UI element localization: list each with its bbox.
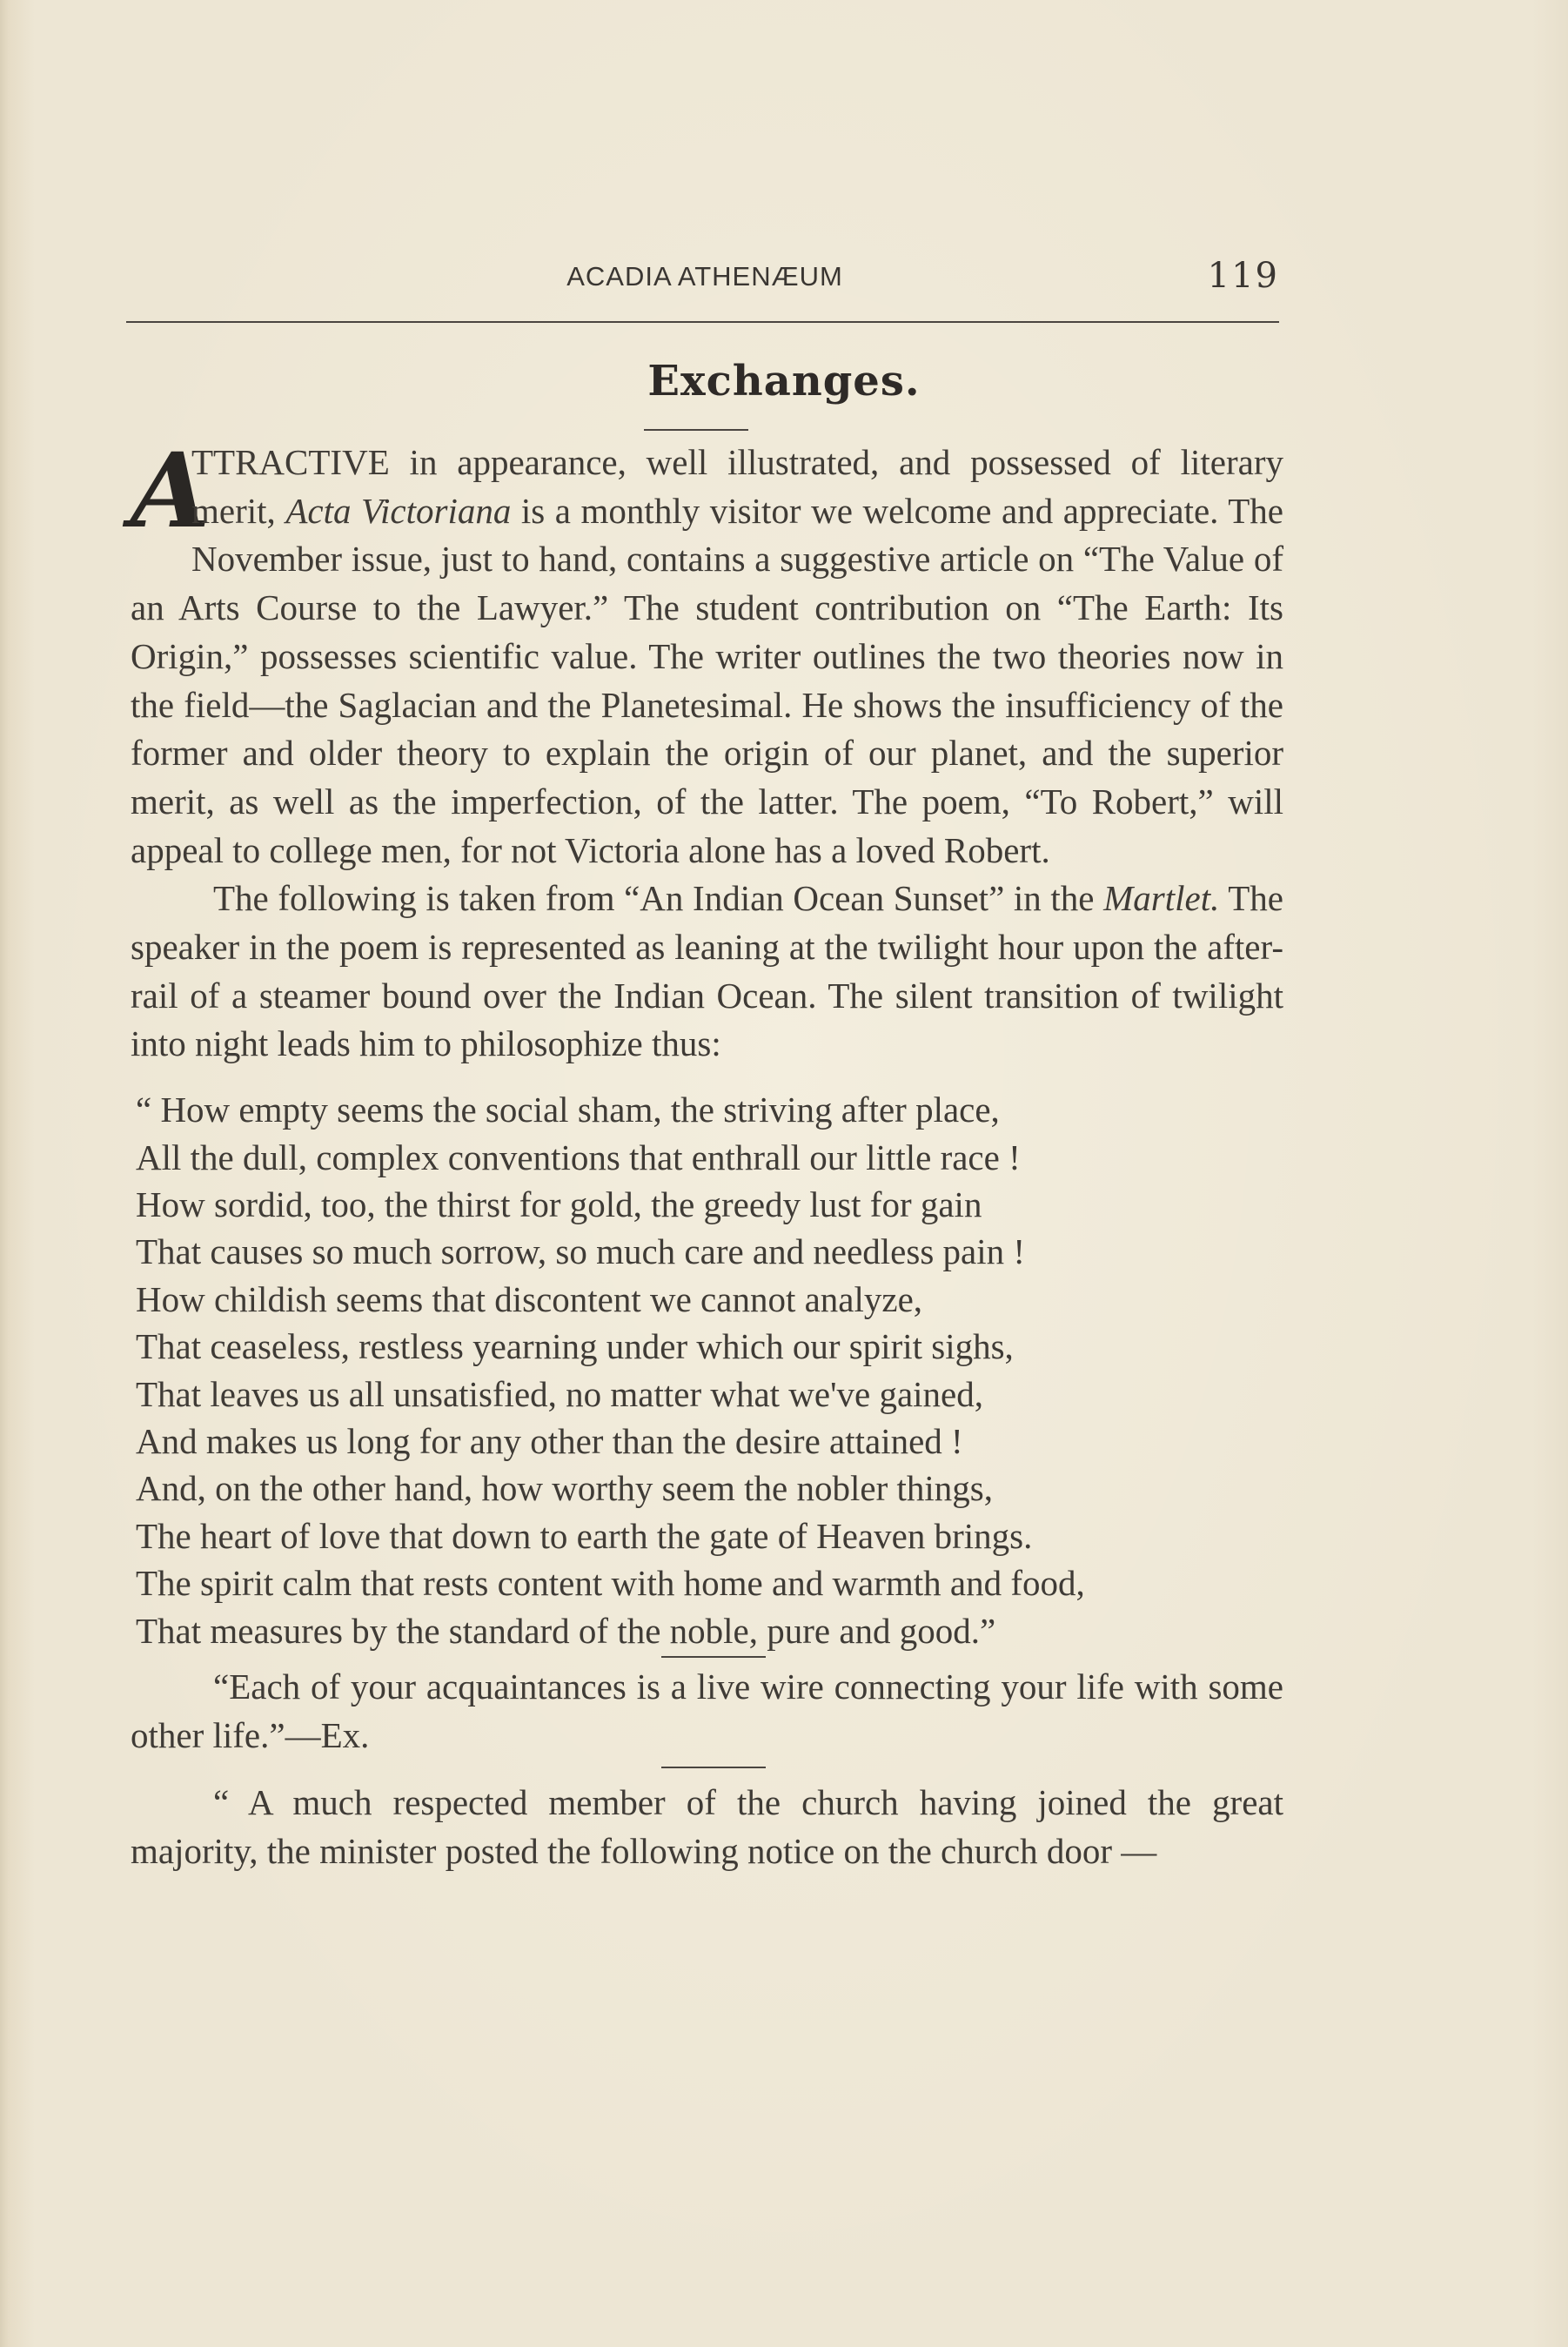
title-rule [644, 429, 748, 431]
separator-rule [661, 1767, 766, 1768]
publication-title: Acta Victoriana [285, 490, 512, 531]
poem-line: How sordid, too, the thirst for gold, the greedy lust for gain [136, 1184, 982, 1224]
article-body [131, 430, 1283, 1876]
paragraph-text: The speaker in the poem is represented as leaning at the twilight hour upon the after-rail of a steamer bound over the Indian Ocean. The silent transition of twilight into night leads him to philosophize thus: [131, 878, 1283, 1064]
paragraph-text: The following is taken from “An Indian Ocean Sunset” in the [213, 878, 1104, 919]
running-title: ACADIA ATHENÆUM [566, 261, 843, 292]
publication-title: Martlet. [1103, 878, 1220, 919]
poem-line: “ How empty seems the social sham, the striving after place, [136, 1090, 1000, 1130]
separator [131, 1654, 1283, 1663]
poem-line: The heart of love that down to earth the gate of Heaven brings. [136, 1515, 1033, 1556]
poem-line: That measures by the standard of the noble, pure and good.” [136, 1610, 996, 1651]
quote-live-wire: “Each of your acquaintances is a live wire connecting your life with some other life.”—Ex. [131, 1666, 1283, 1755]
paragraph-text: is a monthly visitor we welcome and appreciate. The November issue, just to hand, contains a suggestive article on “The Value of an Arts Course to the Lawyer.” The student contribution on “The Earth: Its Origin,” possesses scientific value. The writer outlines the two theories now in the field—the Saglacian and the Planetesimal. He shows the insufficiency of the former and older theory to explain the origin of our planet, and the superior merit, as well as the imperfection, of the latter. The poem, “To Robert,” will appeal to college men, for not Victoria alone has a loved Robert. [131, 490, 1283, 870]
poem-line: All the dull, complex conventions that enthrall our little race ! [136, 1137, 1021, 1177]
poem-excerpt [136, 1086, 1283, 1654]
poem-line: That causes so much sorrow, so much care and needless pain ! [136, 1231, 1026, 1272]
section-title: Exchanges. [647, 357, 921, 406]
poem-line: That leaves us all unsatisfied, no matter what we've gained, [136, 1373, 983, 1414]
drop-cap: A [131, 430, 211, 551]
quote-church-notice: “ A much respected member of the church having joined the great majority, the minister posted the following notice on the church door — [131, 1782, 1283, 1872]
separator-rule [661, 1656, 766, 1658]
poem-line: That ceaseless, restless yearning under which our spirit sighs, [136, 1326, 1014, 1367]
header-rule [126, 321, 1279, 323]
poem-line: And makes us long for any other than the desire attained ! [136, 1420, 963, 1461]
poem-line: How childish seems that discontent we cannot analyze, [136, 1278, 923, 1319]
paragraph-acta-victoriana [131, 430, 1283, 875]
running-head [131, 256, 1279, 301]
page-number: 119 [1207, 256, 1279, 296]
paragraph-martlet [131, 875, 1283, 1069]
poem-line: The spirit calm that rests content with home and warmth and food, [136, 1563, 1085, 1604]
separator [131, 1760, 1283, 1779]
paragraph-text: TTRACTIVE in appearance, well illustrated, and possessed of literary merit, [191, 442, 1283, 531]
poem-line: And, on the other hand, how worthy seem the nobler things, [136, 1468, 993, 1509]
